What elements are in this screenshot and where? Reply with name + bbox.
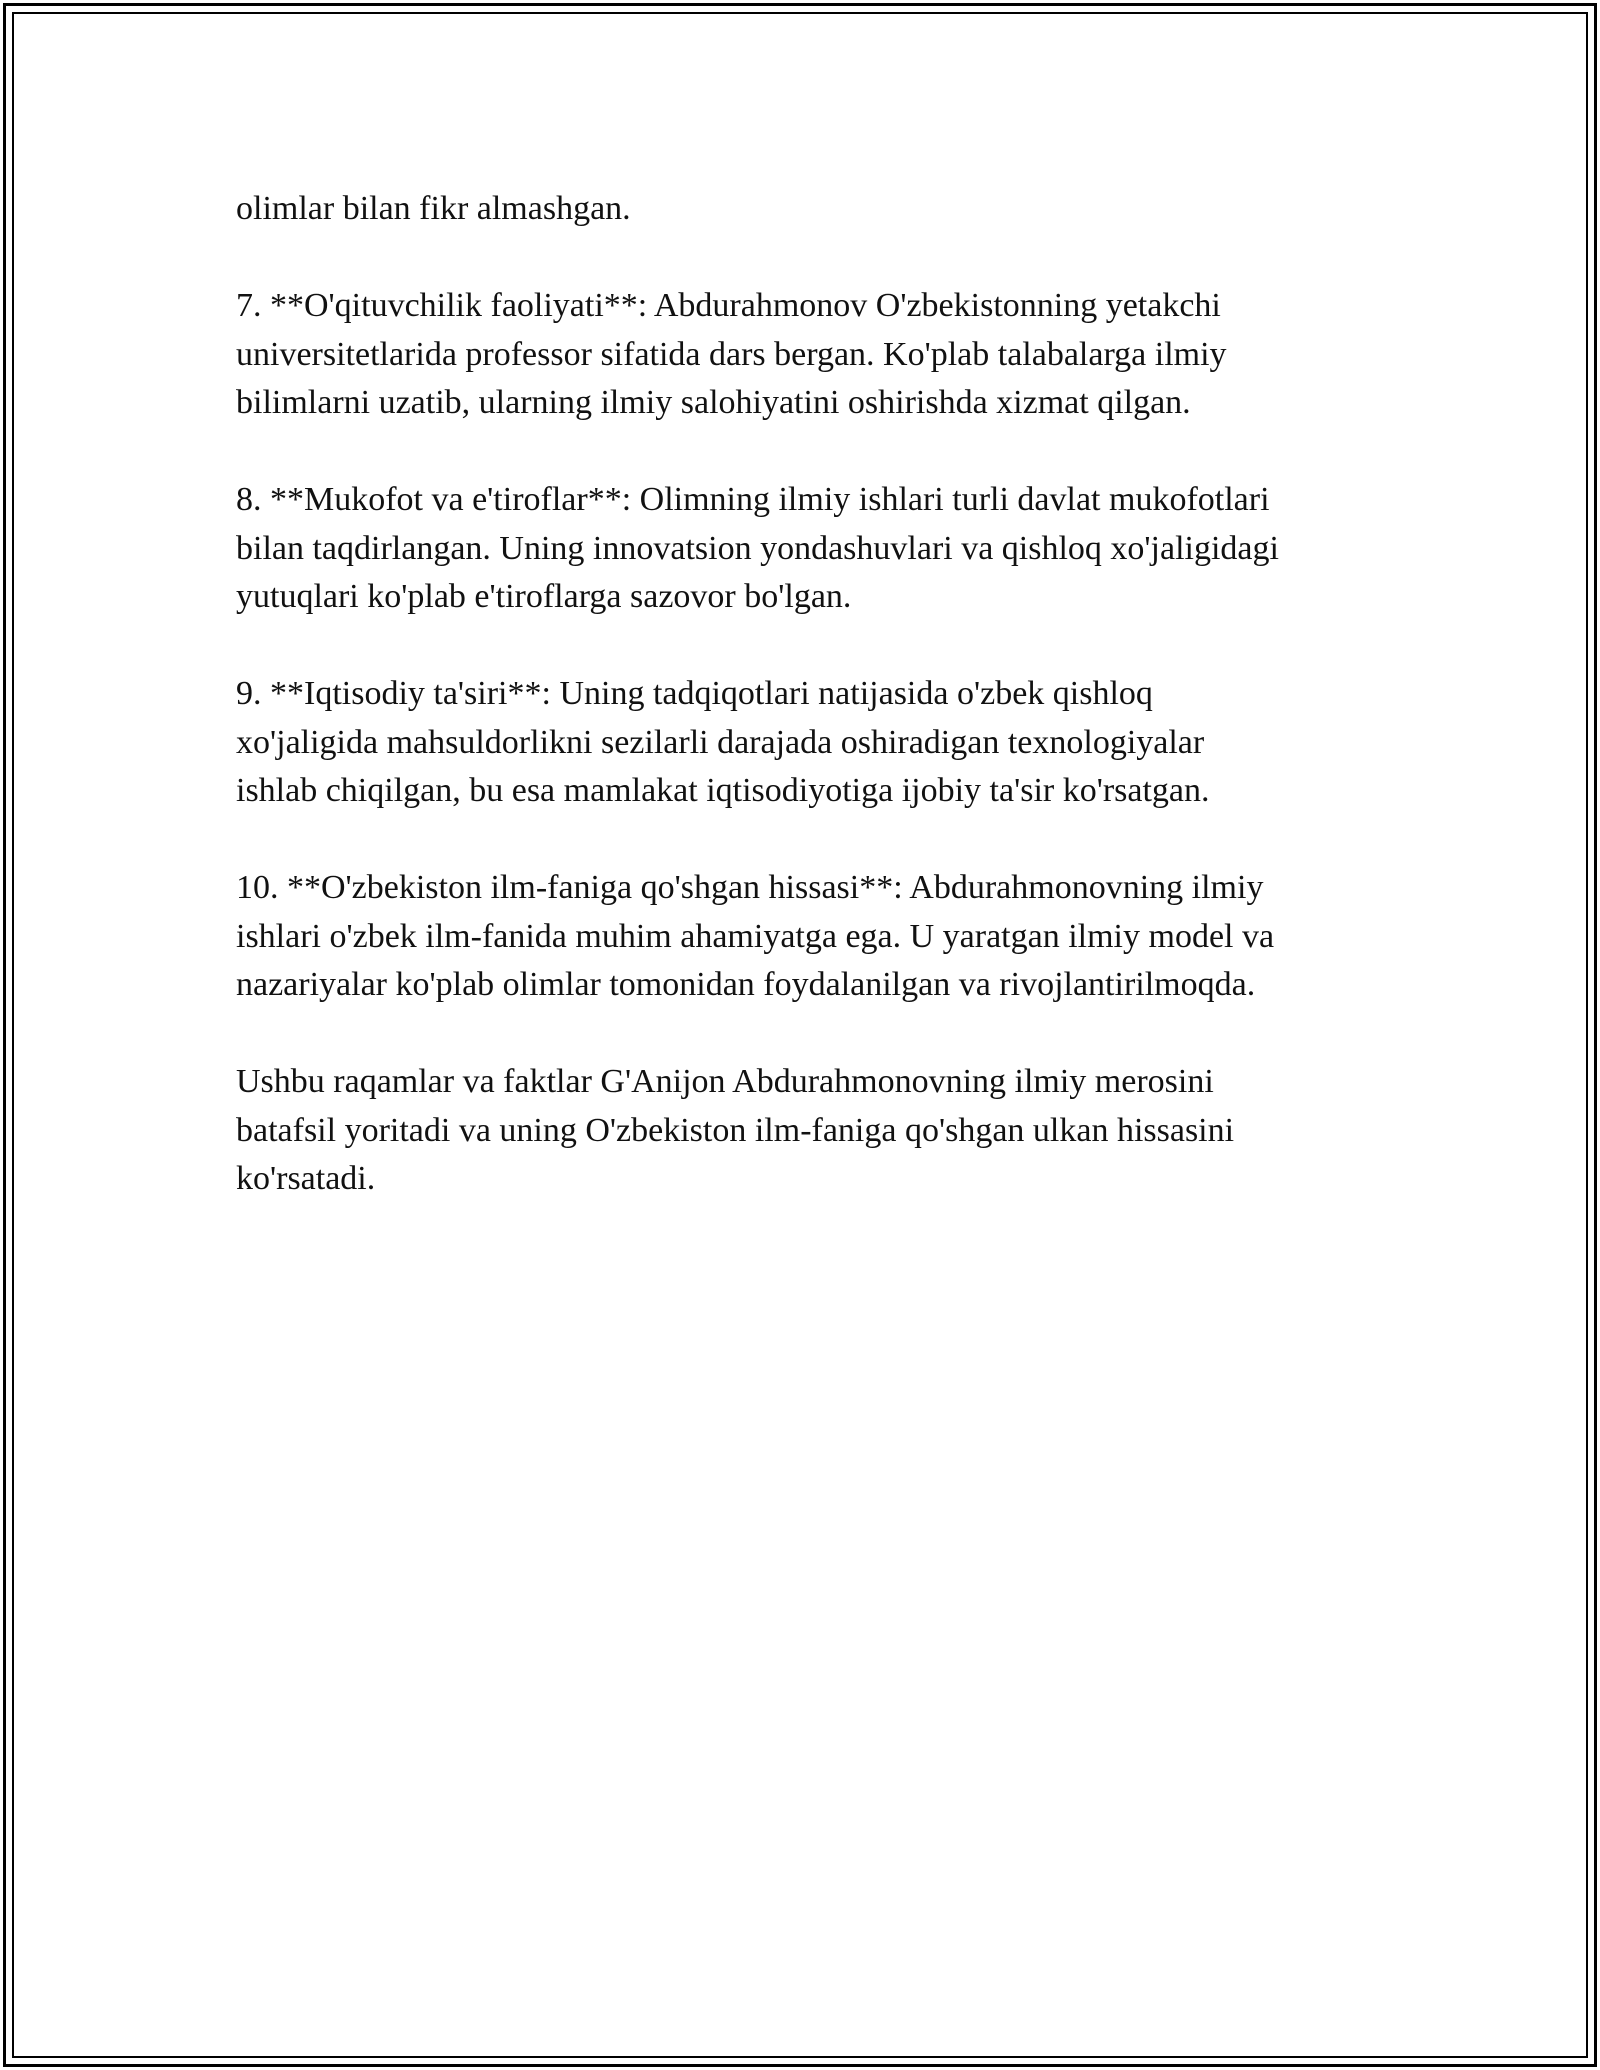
document-body xyxy=(236,185,1381,1252)
paragraph-continuation: olimlar bilan fikr almashgan. xyxy=(236,190,631,227)
paragraph-item-9: 9. **Iqtisodiy ta'siri**: Uning tadqiqotlari natijasida o'zbek qishloq xo'jaligida mahsuldorlikni sezilarli darajada oshiradigan texnologiyalar ishlab chiqilgan, bu esa mamlakat iqtisodiyotiga ijobiy ta'sir ko'rsatgan. xyxy=(236,675,1210,809)
paragraph-item-10: 10. **O'zbekiston ilm-faniga qo'shgan hissasi**: Abdurahmonovning ilmiy ishlari o'zbek ilm-fanida muhim ahamiyatga ega. U yaratgan ilmiy model va nazariyalar ko'plab olimlar tomonidan foydalanilgan va rivojlantirilmoqda. xyxy=(236,869,1275,1003)
paragraph-conclusion: Ushbu raqamlar va faktlar G'Anijon Abdurahmonovning ilmiy merosini batafsil yoritadi va uning O'zbekiston ilm-faniga qo'shgan ulkan hissasini ko'rsatadi. xyxy=(236,1063,1235,1197)
paragraph-item-7: 7. **O'qituvchilik faoliyati**: Abdurahmonov O'zbekistonning yetakchi universitetlarida professor sifatida dars bergan. Ko'plab talabalarga ilmiy bilimlarni uzatib, ularning ilmiy salohiyatini oshirishda xizmat qilgan. xyxy=(236,287,1227,421)
paragraph-item-8: 8. **Mukofot va e'tiroflar**: Olimning ilmiy ishlari turli davlat mukofotlari bilan taqdirlangan. Uning innovatsion yondashuvlari va qishloq xo'jaligidagi yutuqlari ko'plab e'tiroflarga sazovor bo'lgan. xyxy=(236,481,1279,615)
